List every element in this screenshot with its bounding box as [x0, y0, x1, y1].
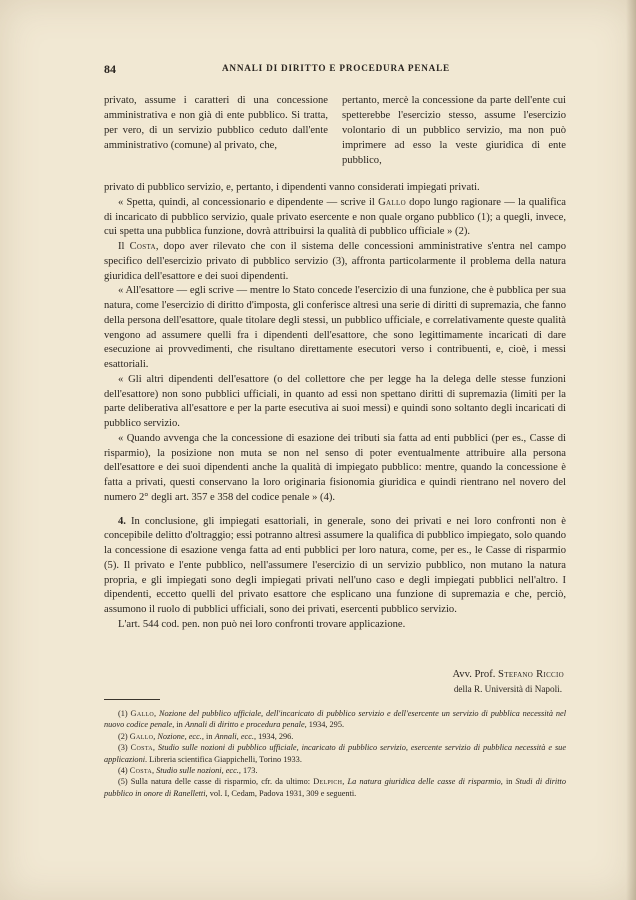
main-text	[104, 181, 566, 633]
footnote-3: (3) Costa, Studio sulle nozioni di pubblico ufficiale, incaricato di pubblico servizio, esercente servizio di pubblica necessità e sue applicazioni. Libreria scientifica Giappichelli, Torino 1933.	[104, 743, 567, 764]
signature-block	[344, 668, 564, 696]
author-line: Avv. Prof. Stefano Riccio	[452, 669, 564, 680]
running-title: ANNALI DI DIRITTO E PROCEDURA PENALE	[222, 63, 450, 73]
paragraph-1: privato di pubblico servizio, e, pertanto, i dipendenti vanno considerati impiegati privati.	[104, 182, 480, 193]
page-edge-shadow	[626, 0, 636, 900]
column-left: privato, assume i caratteri di una concessione amministrativa e non già di ente pubblico. Si tratta, per vero, di un servizio pubblico ceduto dall'ente amministrativo (comune) al privato, che,	[104, 95, 328, 151]
paragraph-5: « Gli altri dipendenti dell'esattore (o del collettore che per legge ha la delega delle stesse funzioni dell'esattore) non sono pubblici ufficiali, in quanto ad essi non spettano diritti di supremazia (limiti per la parte deliberativa all'esattore e per la parte esecutiva ai suoi messi) e quindi sono soltanto degli incaricati di pubblico servizio.	[104, 373, 566, 429]
two-column-block	[104, 94, 566, 170]
paragraph-4: « All'esattore — egli scrive — mentre lo Stato concede l'esercizio di una funzione, che è pubblica per sua natura, come l'esercizio di diritto d'imposta, gli conferisce altresì una serie di diritti di supremazia, che fanno della persona dell'esattore, quale titolare degli stessi, un pubblico ufficiale, e correlativamente queste qualità vengono ad assumere quelli fra i dipendenti dell'esattore, che sono legittimamente incaricati di dare esecuzione ai provvedimenti, che risultano direttamente esecutori verso i contribuenti, e, cioè, i messi esattoriali.	[104, 285, 566, 370]
footnote-1: (1) Gallo, Nozione del pubblico ufficiale, dell'incaricato di pubblico servizio e dell'esercente un servizio di pubblica necessità nel nuovo codice penale, in Annali di diritto e procedura penale, 1934, 295.	[104, 709, 566, 730]
page-number: 84	[104, 62, 116, 76]
paragraph-8: L'art. 544 cod. pen. non può nei loro confronti trovare applicazione.	[118, 618, 406, 630]
author-affiliation: della R. Università di Napoli.	[453, 684, 562, 694]
paragraph-2: « Spetta, quindi, al concessionario e dipendente — scrive il Gallo dopo lungo ragionare — la qualifica di incaricato di pubblico servizio, quale privato esercente e non quale organo pubblico (1); a quegli, invece, cui spetta una pubblica funzione, dovrà attribuirsi la qualità di pubblico ufficiale » (2).	[104, 196, 566, 238]
author-name: Costa	[129, 241, 156, 252]
footnote-4: (4) Costa, Studio sulle nozioni, ecc., 173.	[118, 766, 258, 776]
footnote-rule	[104, 699, 160, 700]
author-name: Gallo	[378, 196, 406, 208]
paragraph-6: « Quando avvenga che la concessione di esazione dei tributi sia fatta ad enti pubblici (per es., Casse di risparmio), la posizione non muta se non nel senso di poter eventualmente attribuire alla persona dell'esattore e dei suoi dipendenti anche la qualità di impiegato pubblico: mentre, quando la concessione è fatta a privati, questi conservano la loro originaria fisionomia giuridica e quindi rientrano nel novero del numero 2° degli art. 357 e 358 del codice penale » (4).	[104, 432, 566, 503]
paragraph-3: Il Costa, dopo aver rilevato che con il sistema delle concessioni amministrative s'entra nel campo specifico dell'esercizio privato di pubblico servizio (3), affronta particolarmente il problema della natura giuridica dell'esattore e dei suoi dipendenti.	[104, 241, 566, 282]
footnote-5: (5) Sulla natura delle casse di risparmio, cfr. da ultimo: Delpich, La natura giuridica delle casse di risparmio, in Studi di diritto pubblico in onore di Ranelletti, vol. I, Cedam, Padova 1931, 309 e seguenti.	[104, 777, 566, 798]
footnotes	[104, 708, 566, 799]
section-number: 4.	[118, 515, 126, 527]
footnote-2: (2) Gallo, Nozione, ecc., in Annali, ecc., 1934, 296.	[118, 731, 294, 741]
page-header	[104, 62, 566, 78]
paragraph-7: 4. In conclusione, gli impiegati esattoriali, in generale, sono dei privati e nei loro confronti non è concepibile delitto d'oltraggio; essi potranno altresì assumere la qualifica di pubblico impiegato, solo quando la concessione di esazione venga fatta ad enti pubblici per loro natura, come, per es., le Casse di risparmio (5). Il privato e l'ente pubblico, nell'assumere l'esercizio di un servizio pubblico, non mutano la natura propria, e gli impiegati sono degli impiegati privati nell'uno caso e degli impiegati pubblici nell'altro. I dipendenti, eccetto quelli del privato esattore che esplicano una funzione di supremazia e che, perciò, assumono il ruolo di pubblici ufficiali, sono dei privati, esercenti pubblico servizio.	[104, 515, 566, 615]
column-right: pertanto, mercè la concessione da parte dell'ente cui spetterebbe l'esercizio stesso, assume l'esercizio volontario di un pubblico servizio, ma non può imprimere ad esso la veste giuridica di ente pubblico,	[342, 95, 566, 166]
